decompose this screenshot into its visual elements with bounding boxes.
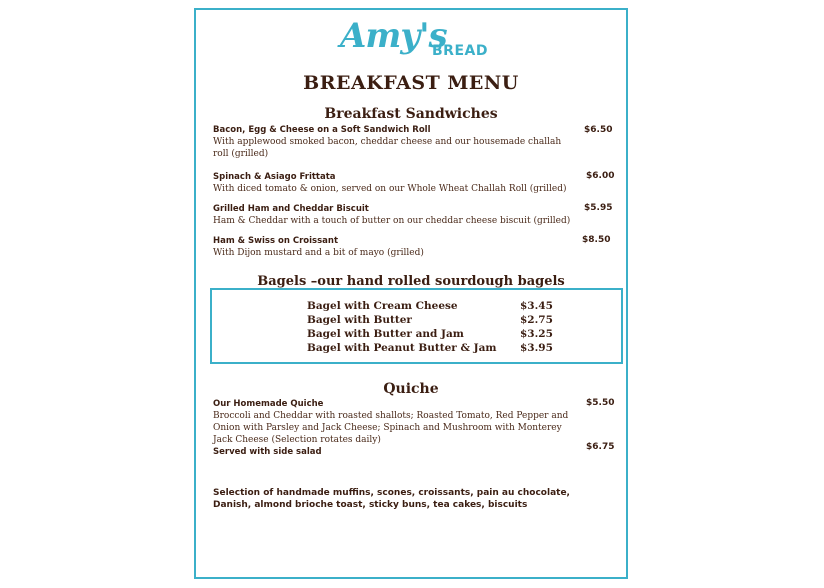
item-description: Broccoli and Cheddar with roasted shallots; Roasted Tomato, Red Pepper and Onion with Parsley and Jack Cheese; Spinach and Mushroom with Monterey Jack Cheese (Selection rotates daily) (213, 411, 569, 445)
item-price: $5.50 (586, 398, 615, 408)
side-salad-price: $6.75 (586, 442, 615, 452)
bagel-row (307, 327, 557, 341)
bagel-price: $2.75 (520, 314, 553, 326)
bagels-heading: Bagels –our hand rolled sourdough bagels (257, 274, 565, 289)
page-title: BREAKFAST MENU (303, 72, 519, 94)
bagel-name: Bagel with Peanut Butter & Jam (307, 342, 497, 354)
item-name: Bacon, Egg & Cheese on a Soft Sandwich Roll (213, 125, 431, 135)
logo-bread-text: BREAD (432, 43, 488, 59)
bagel-name: Bagel with Butter (307, 314, 412, 326)
quiche-heading: Quiche (383, 381, 439, 397)
bagel-price: $3.45 (520, 300, 553, 312)
item-description: With diced tomato & onion, served on our Whole Wheat Challah Roll (grilled) (213, 184, 567, 194)
item-description: Ham & Cheddar with a touch of butter on our cheddar cheese biscuit (grilled) (213, 216, 571, 226)
item-description: With applewood smoked bacon, cheddar cheese and our housemade challah roll (grilled) (213, 137, 562, 159)
bagel-row (307, 313, 557, 327)
menu-item (213, 203, 613, 227)
item-name: Spinach & Asiago Frittata (213, 172, 336, 182)
sandwiches-heading: Breakfast Sandwiches (324, 106, 498, 122)
bagel-name: Bagel with Cream Cheese (307, 300, 458, 312)
item-name: Grilled Ham and Cheddar Biscuit (213, 204, 369, 214)
side-salad-label: Served with side salad (213, 447, 322, 457)
menu-item (213, 171, 613, 195)
quiche-item (213, 398, 573, 458)
pastries-note: Selection of handmade muffins, scones, croissants, pain au chocolate, Danish, almond brioche toast, sticky buns, tea cakes, biscuits (213, 488, 570, 510)
bagel-row (307, 299, 557, 313)
item-price: $6.50 (584, 125, 613, 135)
item-description: With Dijon mustard and a bit of mayo (grilled) (213, 248, 424, 258)
item-price: $6.00 (586, 171, 615, 181)
bagel-price: $3.25 (520, 328, 553, 340)
item-price: $5.95 (584, 203, 613, 213)
item-price: $8.50 (582, 235, 611, 245)
item-name: Ham & Swiss on Croissant (213, 236, 339, 246)
bagel-row (307, 341, 557, 355)
bagel-price: $3.95 (520, 342, 553, 354)
menu-item (213, 235, 613, 259)
item-name: Our Homemade Quiche (213, 399, 324, 409)
menu-item (213, 124, 613, 160)
bagel-name: Bagel with Butter and Jam (307, 328, 464, 340)
amys-bread-logo (340, 16, 490, 66)
logo-script-text: Amy's (340, 16, 447, 56)
